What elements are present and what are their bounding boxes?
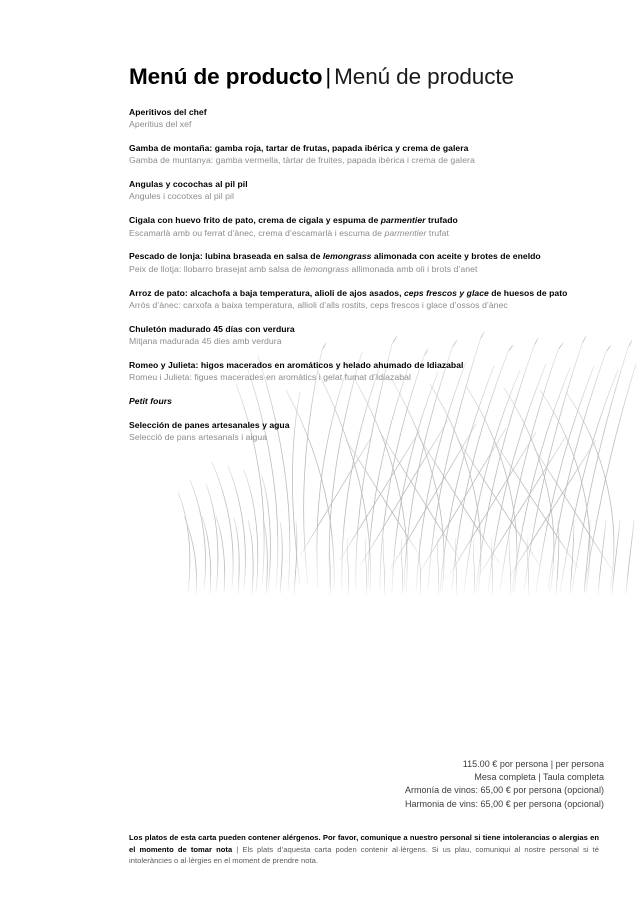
allergen-notice-ca: Els plats d’aquesta carta poden contenir al·lèrgens. Si us plau, comuniqui al nostre personal si té intoleràncies o al·lèrgies en el moment de prendre nota. [129,844,599,866]
course-subtitle-ca [129,299,595,311]
menu-course-cigala-con-huevo [129,214,595,239]
course-title-es-tail: de huesos de pato [488,287,568,298]
course-subtitle-ca-text: Gamba de muntanya: gamba vermella, tàrtar de fruites, papada ibèrica i crema de galera [129,155,475,166]
menu-course-petit-fours [129,395,595,407]
course-subtitle-ca-emphasis: parmentier [384,227,427,238]
course-title-es [129,419,595,431]
course-title-es-emphasis: ceps frescos y glace [403,287,489,298]
course-subtitle-ca [129,431,595,443]
page-title-separator: | [325,64,332,90]
course-subtitle-ca-text: Romeu i Julieta: figues macerades en aromàtics i gelat fumat d’Idiazabal [129,371,411,382]
course-subtitle-ca-text: Aperitius del xef [129,119,192,130]
course-title-es-text: Gamba de montaña: gamba roja, tartar de frutas, papada ibérica y crema de galera [129,143,469,154]
course-title-es [129,395,595,407]
course-title-es [129,178,595,190]
course-subtitle-ca-text: Peix de llotja: llobarro brasejat amb salsa de [129,263,304,274]
pricing-line: Mesa completa | Taula completa [474,772,604,783]
course-title-es-text: Chuletón madurado 45 días con verdura [129,323,295,334]
course-subtitle-ca-emphasis: lemongrass [303,263,350,274]
menu-course-arroz-de-pato [129,287,595,312]
menu-course-angulas-y-cocochas [129,178,595,203]
course-title-es-text: Aperitivos del chef [129,107,207,117]
course-subtitle-ca-tail: trufat [426,227,449,238]
allergen-notice-es: Los platos de esta carta pueden contener alérgenos. Por favor, comunique a nuestro personal si tiene intolerancias o alergias en el momento de tomar nota [129,833,599,854]
allergen-notice-separator: | [232,844,243,854]
course-title-es [129,287,595,299]
course-title-es [129,106,595,118]
menu-course-gamba-de-montana [129,142,595,167]
pricing-line: Armonía de vinos: 65,00 € por persona (opcional) [404,785,604,796]
menu-course-aperitivos [129,106,595,131]
course-title-es-text: Pescado de lonja: lubina braseada en salsa de [129,251,323,262]
course-subtitle-ca-text: Escamarlà amb ou ferrat d’ànec, crema d’escamarlà i escuma de [129,227,385,238]
menu-course-romeo-y-julieta [129,359,595,384]
course-subtitle-ca-text: Arròs d’ànec: carxofa a baixa temperatura, allioli d’alls rostits, ceps frescos i glace d’ossos d’ànec [129,299,508,310]
menu-course-seleccion-de-panes [129,419,595,444]
course-title-es-emphasis: parmentier [380,215,426,226]
allergen-notice [129,832,599,867]
course-title-es-tail: alimonada con aceite y brotes de eneldo [371,251,541,262]
course-title-es [129,323,595,335]
menu-course-pescado-de-lonja [129,250,595,275]
page-title [129,64,514,90]
course-subtitle-ca [129,227,595,239]
pricing-line: 115.00 € por persona | per persona [462,759,604,769]
course-title-es [129,359,595,371]
course-title-es-tail: trufado [425,215,458,226]
course-subtitle-ca-text: Selecció de pans artesanals i aigua [129,431,268,442]
course-subtitle-ca-text: Mitjana madurada 45 dies amb verdura [129,335,282,346]
course-subtitle-ca [129,118,595,130]
course-subtitle-ca [129,335,595,347]
course-title-es [129,142,595,154]
page-title-ca: Menú de producte [334,64,514,90]
course-title-es-text: Cigala con huevo frito de pato, crema de cigala y espuma de [129,215,381,226]
pricing-block [405,758,604,811]
course-subtitle-ca [129,371,595,383]
page-title-es: Menú de producto [129,64,323,90]
course-title-es-text: Angulas y cocochas al pil pil [129,179,248,190]
course-title-es [129,250,595,262]
pricing-line: Harmonia de vins: 65,00 € per persona (opcional) [404,798,604,809]
course-title-es [129,214,595,226]
course-subtitle-ca [129,154,595,166]
course-title-es-text: Selección de panes artesanales y agua [129,419,290,430]
course-subtitle-ca [129,263,595,275]
course-title-es-text: Arroz de pato: alcachofa a baja temperatura, alioli de ajos asados, [129,287,404,298]
course-subtitle-ca [129,190,595,202]
course-subtitle-ca-text: Angules i cocotxes al pil pil [129,191,234,202]
menu-course-chuleton-madurado [129,323,595,348]
course-title-es-text: Petit fours [129,395,172,406]
course-title-es-emphasis: lemongrass [322,251,372,262]
course-subtitle-ca-tail: allimonada amb oli i brots d’anet [349,263,478,274]
course-title-es-text: Romeo y Julieta: higos macerados en aromáticos y helado ahumado de Idiazabal [129,359,464,370]
menu-course-list [129,106,595,443]
